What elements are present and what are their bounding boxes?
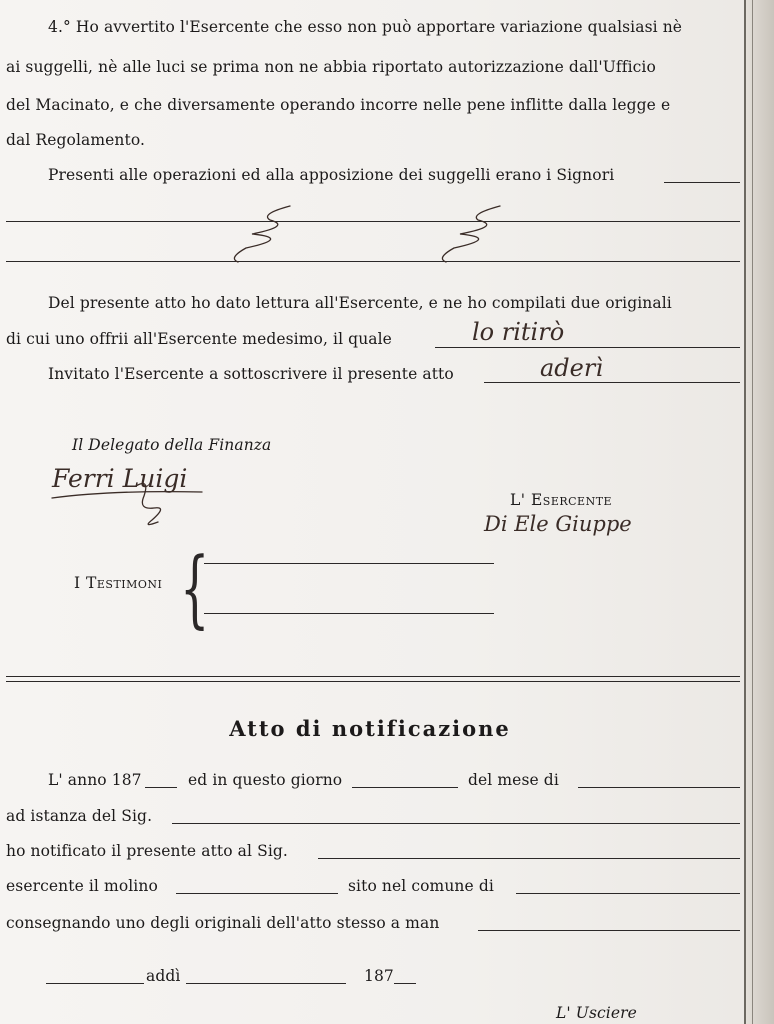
notificato-blank [318,858,740,859]
section-rule-2 [6,681,740,682]
quale-blank [435,347,740,348]
giorno-label: ed in questo giorno [188,771,343,789]
presenti-line: Presenti alle operazioni ed alla apposizione dei suggelli erano i Signori [48,166,615,184]
edge-line [744,0,746,1024]
paper-edge [746,0,774,1024]
paragraph-4-line-3: del Macinato, e che diversamente operando incorre nelle pene inflitte dalla legge e [6,96,671,114]
addi-date-blank [186,983,346,984]
handwritten-ditto-marks [230,200,550,280]
handwritten-aderi: aderì [540,354,604,382]
notificato-label: ho notificato il presente atto al Sig. [6,842,288,860]
presenti-blank [664,182,740,183]
testimoni-label: I Testimoni [74,574,163,592]
usciere-label: L' Usciere [556,1004,637,1022]
consegnando-blank [478,930,740,931]
delegato-label: Il Delegato della Finanza [72,436,272,454]
notificazione-title: Atto di notificazione [229,716,511,741]
paragraph-4-line-1: 4.° Ho avvertito l'Esercente che esso non può apportare variazione qualsiasi nè [48,18,683,36]
delegato-flourish [60,470,280,520]
lettura-line-3: Invitato l'Esercente a sottoscrivere il presente atto [48,365,454,383]
section-rule-1 [6,676,740,677]
mese-label: del mese di [468,771,559,789]
esercente-label: L' Esercente [510,491,613,509]
consegnando-label: consegnando uno degli originali dell'atto stesso a man [6,914,440,932]
anno-blank [145,787,177,788]
handwritten-lo-ritiro: lo ritirò [472,318,565,346]
anno-label: L' anno 187 [48,771,142,789]
esercente-signature: Di Ele Giuppe [484,512,632,536]
comune-blank [516,893,740,894]
testimoni-brace: { [180,539,210,637]
molino-label: esercente il molino [6,877,158,895]
year-blank [394,983,416,984]
paragraph-4-line-4: dal Regolamento. [6,131,146,149]
year-label: 187 [364,967,394,985]
sottoscrivere-blank [484,382,740,383]
istanza-blank [172,823,740,824]
edge-line-inner [752,0,753,1024]
testimone-blank-2 [204,613,494,614]
istanza-label: ad istanza del Sig. [6,807,153,825]
testimone-blank-1 [204,563,494,564]
addi-blank-left [46,983,144,984]
giorno-blank [352,787,458,788]
molino-blank [176,893,338,894]
lettura-line-2: di cui uno offrii all'Esercente medesimo, il quale [6,330,392,348]
addi-label: addì [146,967,181,985]
comune-label: sito nel comune di [348,877,494,895]
lettura-line-1: Del presente atto ho dato lettura all'Esercente, e ne ho compilati due originali [48,294,672,312]
paragraph-4-line-2: ai suggelli, nè alle luci se prima non ne abbia riportato autorizzazione dall'Ufficio [6,58,656,76]
delegato-signature: Ferri Luigi [52,464,188,493]
mese-blank [578,787,740,788]
